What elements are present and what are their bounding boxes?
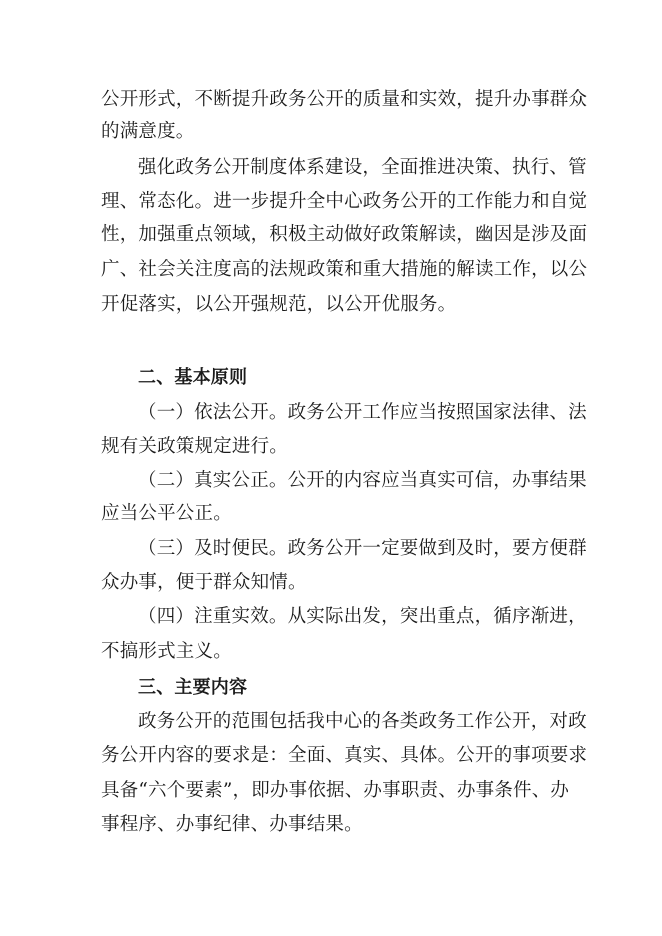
paragraph-line: 的满意度。 xyxy=(101,121,195,142)
list-item-line: （一）依法公开。政务公开工作应当按照国家法律、法 xyxy=(138,402,587,423)
paragraph-line: 开促落实，以公开强规范，以公开优服务。 xyxy=(101,294,457,315)
section-heading: 三、主要内容 xyxy=(138,677,248,698)
list-item-line: （三）及时便民。政务公开一定要做到及时，要方便群 xyxy=(138,538,587,559)
list-item-line: 规有关政策规定进行。 xyxy=(101,436,289,457)
list-item-line: 不搞形式主义。 xyxy=(101,641,232,662)
paragraph-line: 理、常态化。进一步提升全中心政务公开的工作能力和自觉 xyxy=(101,191,588,212)
list-item-line: 众办事，便于群众知情。 xyxy=(101,572,307,593)
paragraph-line: 公开形式，不断提升政务公开的质量和实效，提升办事群众 xyxy=(101,89,588,110)
paragraph-line: 政务公开的范围包括我中心的各类政务工作公开，对政 xyxy=(138,711,587,732)
paragraph-line: 广、社会关注度高的法规政策和重大措施的解读工作，以公 xyxy=(101,259,588,280)
list-item-line: （四）注重实效。从实际出发，突出重点，循序渐进， xyxy=(138,606,587,627)
list-item-line: 应当公平公正。 xyxy=(101,503,232,524)
paragraph-line: 务公开内容的要求是：全面、真实、具体。公开的事项要求 xyxy=(101,745,588,766)
paragraph-line: 性，加强重点领域，积极主动做好政策解读，幽因是涉及面 xyxy=(101,224,588,245)
paragraph-line: 具备“六个要素”，即办事依据、办事职责、办事条件、办 xyxy=(101,780,570,801)
paragraph-line: 强化政务公开制度体系建设，全面推进决策、执行、管 xyxy=(138,157,587,178)
paragraph-line: 事程序、办事纪律、办事结果。 xyxy=(101,814,363,835)
section-heading: 二、基本原则 xyxy=(138,367,248,388)
list-item-line: （二）真实公正。公开的内容应当真实可信，办事结果 xyxy=(138,470,587,491)
